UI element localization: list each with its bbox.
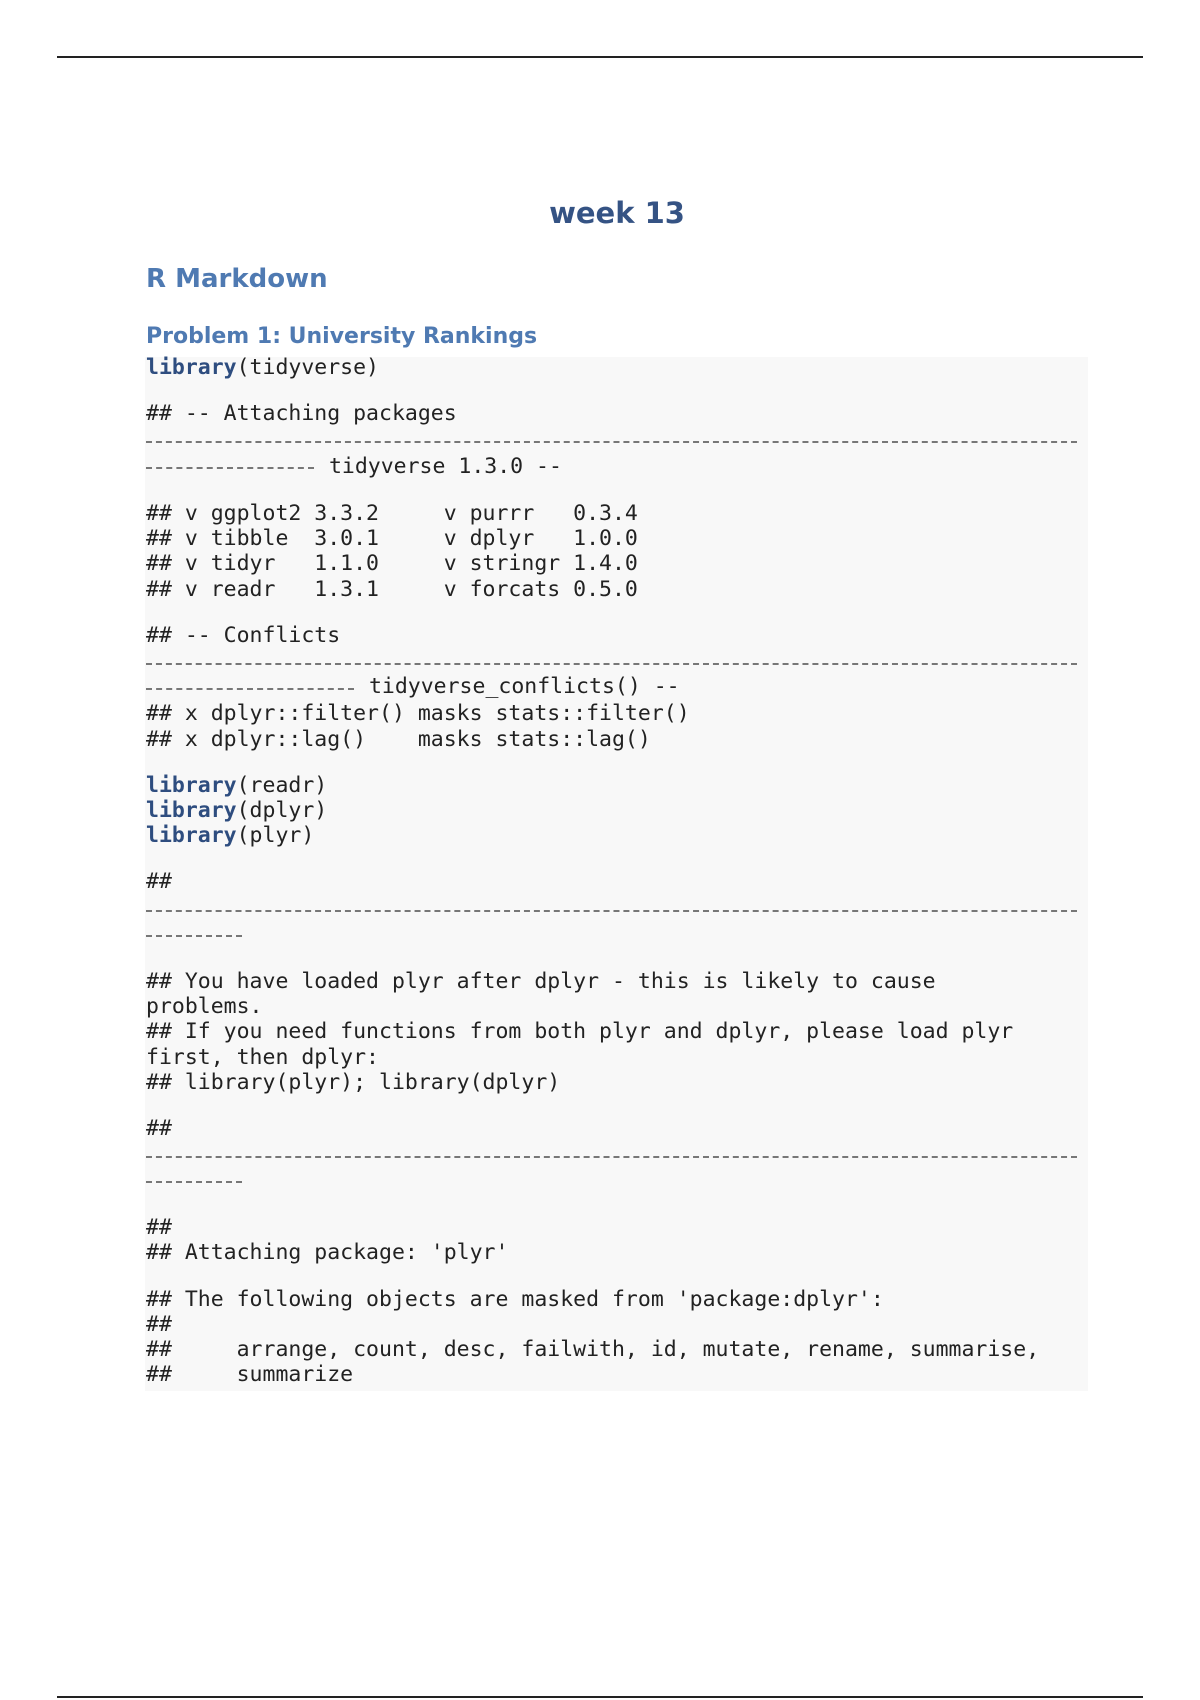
tidyverse-version-line: tidyverse 1.3.0 --	[316, 454, 562, 479]
warning-line: first, then dplyr:	[146, 1045, 379, 1070]
dashed-separator	[146, 467, 314, 469]
footer-rule	[57, 1696, 1143, 1698]
section-heading: R Markdown	[146, 264, 328, 294]
code-line-library-plyr	[146, 823, 314, 848]
code-line-library-readr	[146, 773, 327, 798]
library-arg: (dplyr)	[236, 798, 328, 823]
dashed-separator	[146, 688, 354, 690]
dashed-separator	[146, 1181, 242, 1183]
dashed-separator	[146, 1156, 1077, 1158]
masked-objects-line: ## summarize	[146, 1362, 354, 1387]
warning-line: ## library(plyr); library(dplyr)	[146, 1070, 561, 1095]
package-line: ## v ggplot2 3.3.2 v purrr 0.3.4	[146, 501, 638, 526]
warning-line: ## You have loaded plyr after dplyr - this is likely to cause	[146, 969, 936, 994]
attaching-plyr-line: ## Attaching package: 'plyr'	[146, 1240, 509, 1265]
header-rule	[57, 56, 1143, 58]
library-arg: (readr)	[236, 773, 328, 798]
library-keyword: library	[146, 355, 237, 380]
warning-line: ## If you need functions from both plyr and dplyr, please load plyr	[146, 1019, 1014, 1044]
document-title: week 13	[549, 196, 685, 230]
dashed-separator	[146, 441, 1077, 443]
dashed-separator	[146, 663, 1077, 665]
library-keyword: library	[146, 798, 237, 823]
comment-hash-line: ##	[146, 1312, 172, 1337]
conflict-line: ## x dplyr::filter() masks stats::filter()	[146, 701, 690, 726]
comment-hash-line: ##	[146, 1116, 172, 1141]
masked-objects-line: ## arrange, count, desc, failwith, id, mutate, rename, summarise,	[146, 1337, 1040, 1362]
library-keyword: library	[146, 773, 237, 798]
conflicts-header-line: ## -- Conflicts	[146, 623, 341, 648]
comment-hash-line: ##	[146, 1215, 172, 1240]
attaching-packages-line: ## -- Attaching packages	[146, 401, 457, 426]
library-arg: (tidyverse)	[236, 355, 379, 380]
conflict-line: ## x dplyr::lag() masks stats::lag()	[146, 727, 651, 752]
dashed-separator	[146, 935, 242, 937]
masked-header-line: ## The following objects are masked from 'package:dplyr':	[146, 1287, 884, 1312]
package-line: ## v readr 1.3.1 v forcats 0.5.0	[146, 577, 638, 602]
package-line: ## v tidyr 1.1.0 v stringr 1.4.0	[146, 551, 638, 576]
library-arg: (plyr)	[236, 823, 315, 848]
code-line-library-tidyverse	[146, 355, 379, 380]
warning-line: problems.	[146, 994, 263, 1019]
tidyverse-conflicts-line: tidyverse_conflicts() --	[356, 674, 680, 699]
library-keyword: library	[146, 823, 237, 848]
code-line-library-dplyr	[146, 798, 327, 823]
comment-hash-line: ##	[146, 869, 172, 894]
subsection-heading: Problem 1: University Rankings	[146, 324, 538, 349]
dashed-separator	[146, 910, 1077, 912]
package-line: ## v tibble 3.0.1 v dplyr 1.0.0	[146, 526, 638, 551]
